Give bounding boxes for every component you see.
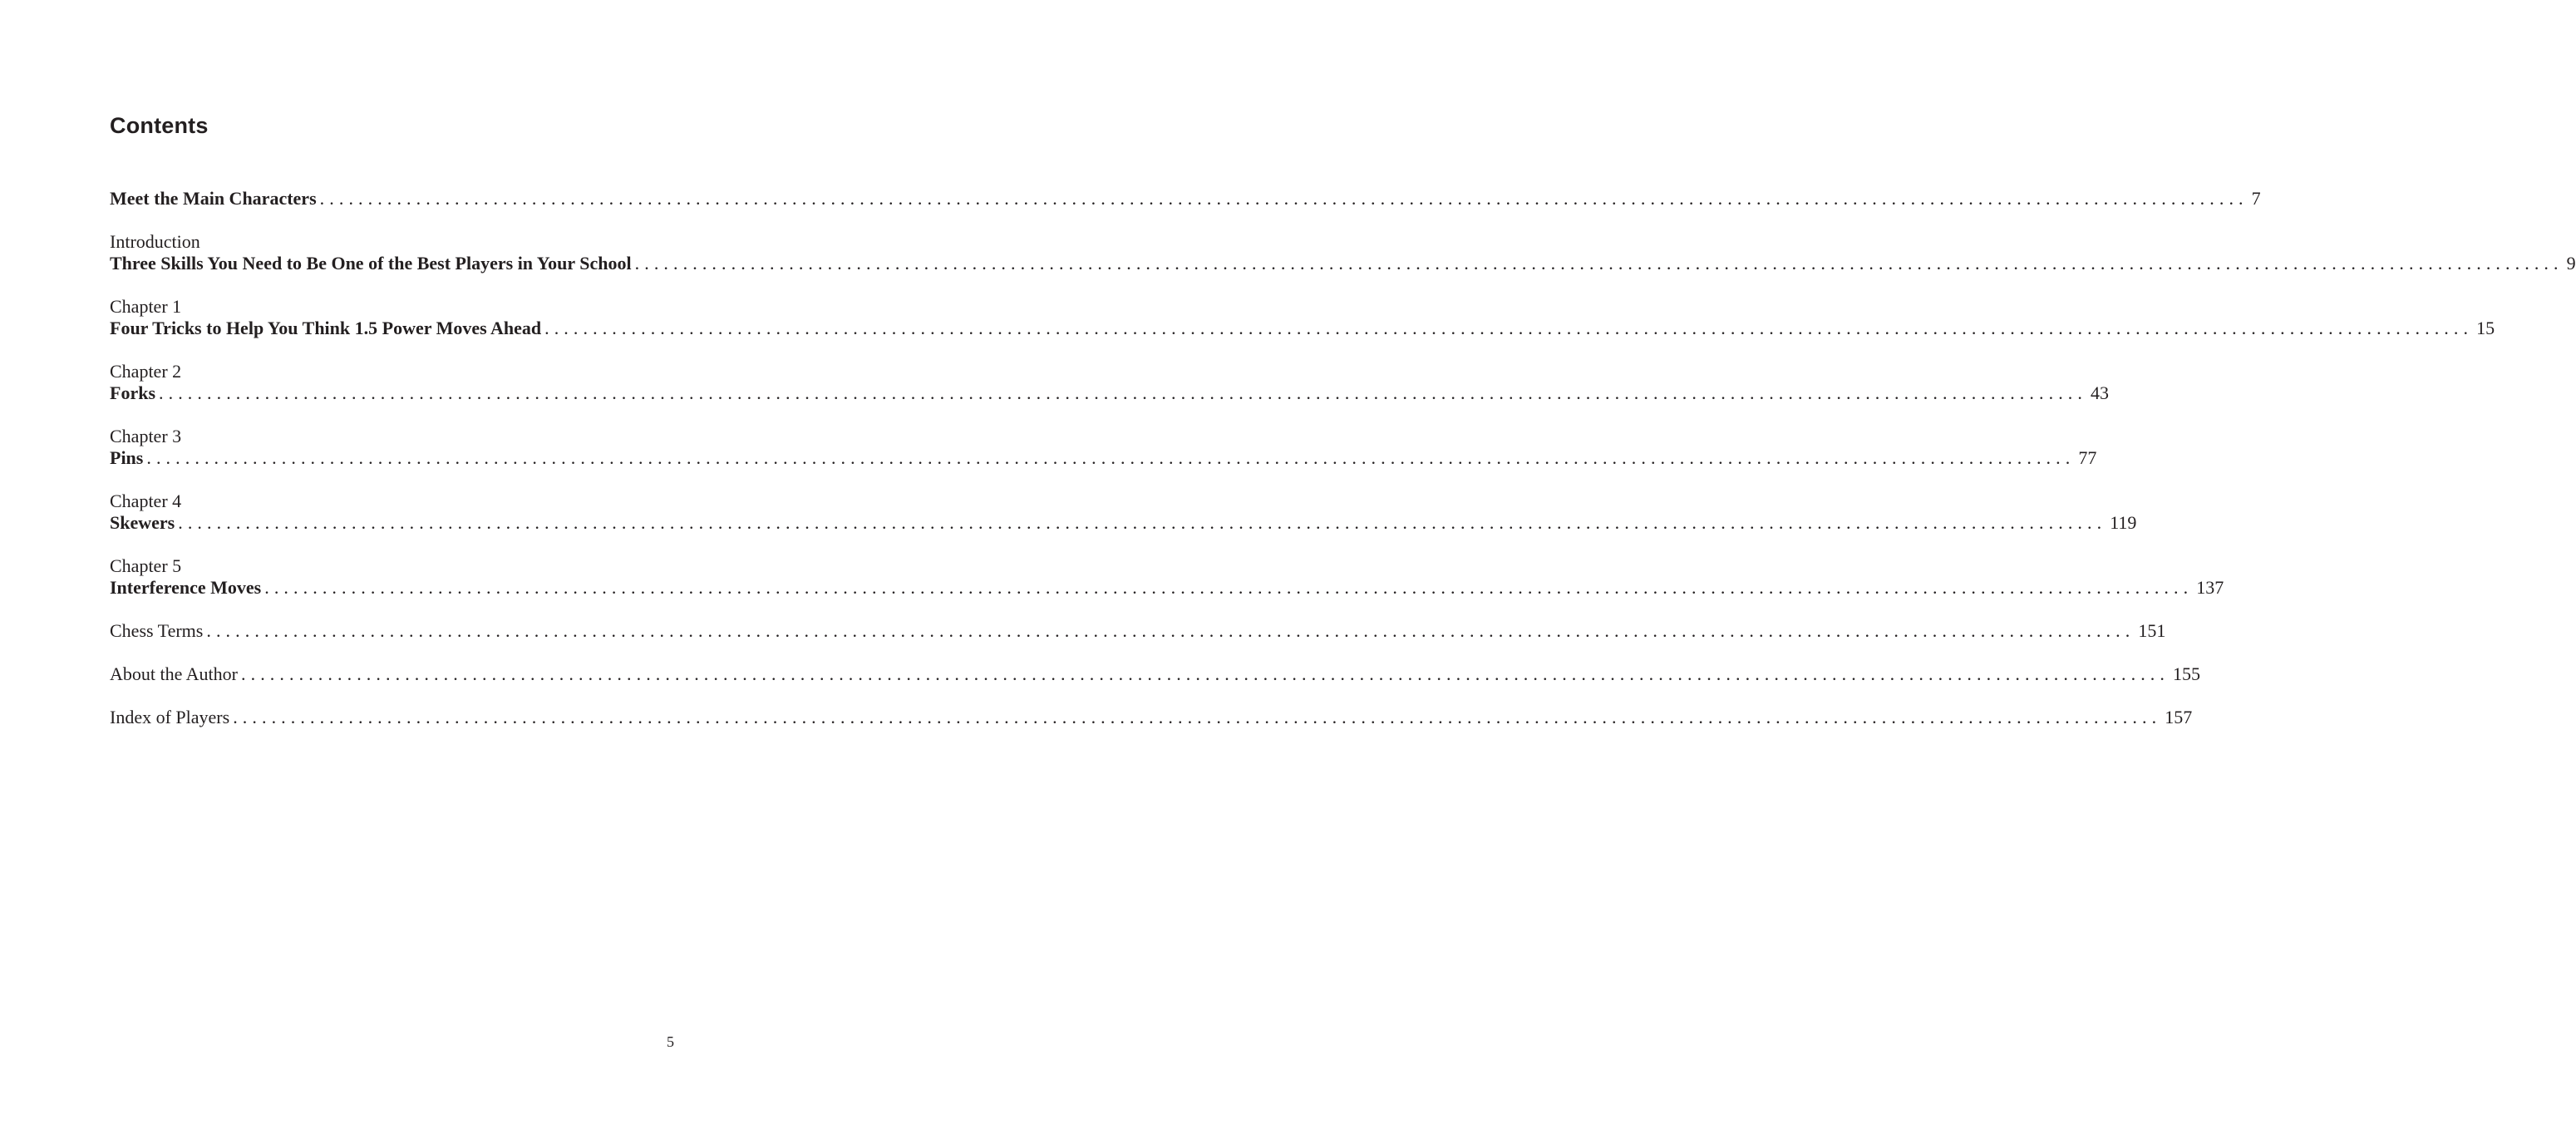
- toc-row: [110, 253, 2576, 274]
- toc-row: [110, 577, 2224, 599]
- toc-row: [110, 447, 2097, 469]
- toc-entry: [110, 361, 2109, 404]
- toc-page-number: 77: [2078, 447, 2097, 468]
- toc-entry-title: Index of Players: [110, 707, 230, 727]
- toc-chapter-label: Introduction: [110, 231, 200, 252]
- toc-entry: [110, 491, 2137, 534]
- toc-entry: [110, 426, 2097, 469]
- toc-page-number: 155: [2173, 663, 2200, 684]
- dot-leader: ........................................................................................................................................................................................................: [178, 512, 2107, 533]
- dot-leader: ........................................................................................................................................................................................................: [241, 663, 2170, 684]
- toc-row: [110, 620, 2166, 642]
- toc-page-number: 157: [2165, 707, 2193, 727]
- toc-row: [110, 512, 2137, 534]
- toc-entry-title: Forks: [110, 382, 155, 403]
- dot-leader: ........................................................................................................................................................................................................: [206, 620, 2135, 641]
- toc-entry: [110, 296, 2495, 339]
- toc-entry-title: Meet the Main Characters: [110, 188, 317, 209]
- toc-page-number: 119: [2110, 512, 2137, 533]
- toc-entry-title: Three Skills You Need to Be One of the Best Players in Your School: [110, 253, 632, 274]
- toc-chapter-label: Chapter 1: [110, 296, 182, 317]
- toc-chapter-label: Chapter 4: [110, 491, 182, 511]
- toc-chapter-label: Chapter 5: [110, 555, 182, 576]
- dot-leader: ........................................................................................................................................................................................................: [264, 577, 2194, 598]
- toc-page-number: 43: [2091, 382, 2109, 403]
- dot-leader: ........................................................................................................................................................................................................: [319, 188, 2248, 209]
- toc-entry-title: Chess Terms: [110, 620, 204, 641]
- dot-leader: ........................................................................................................................................................................................................: [159, 382, 2087, 403]
- page-title: Contents: [110, 113, 209, 138]
- toc-entry: [110, 188, 2261, 210]
- toc-chapter-label: Chapter 3: [110, 426, 182, 446]
- dot-leader: ........................................................................................................................................................................................................: [634, 253, 2564, 274]
- toc-entry: [110, 663, 2200, 685]
- dot-leader: ........................................................................................................................................................................................................: [146, 447, 2076, 468]
- toc-entry: [110, 231, 2576, 274]
- toc-row: [110, 707, 2193, 728]
- toc-entry-title: Skewers: [110, 512, 175, 533]
- toc-page-number: 151: [2138, 620, 2166, 641]
- dot-leader: ........................................................................................................................................................................................................: [544, 318, 2474, 338]
- toc-row: [110, 663, 2200, 685]
- toc-entry-title: Interference Moves: [110, 577, 262, 598]
- toc-row: [110, 188, 2261, 210]
- toc-row: [110, 382, 2109, 404]
- toc-entry: [110, 620, 2166, 642]
- toc-entry-title: Four Tricks to Help You Think 1.5 Power Moves Ahead: [110, 318, 542, 338]
- toc-page-number: 9: [2566, 253, 2576, 274]
- page-number: 5: [667, 1033, 674, 1050]
- toc-page-number: 15: [2476, 318, 2495, 338]
- dot-leader: ........................................................................................................................................................................................................: [233, 707, 2162, 727]
- toc-entry: [110, 707, 2193, 728]
- toc-chapter-label: Chapter 2: [110, 361, 182, 382]
- table-of-contents: [110, 188, 2576, 750]
- toc-entry-title: Pins: [110, 447, 144, 468]
- toc-page-number: 7: [2251, 188, 2261, 209]
- toc-entry-title: About the Author: [110, 663, 238, 684]
- toc-page-number: 137: [2196, 577, 2224, 598]
- toc-row: [110, 318, 2495, 339]
- toc-entry: [110, 555, 2224, 599]
